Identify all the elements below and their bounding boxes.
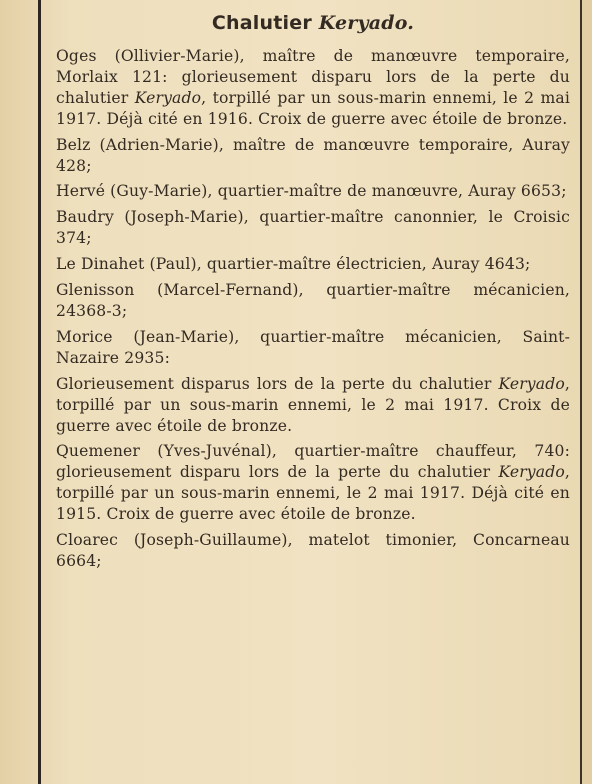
citation-morice: Morice (Jean-Marie), quartier-maître mécanicien, Saint-Nazaire 2935:: [56, 327, 570, 367]
ship-name: Keryado: [134, 88, 202, 107]
ship-name: Keryado: [498, 374, 565, 393]
citation-oges: Oges (Ollivier-Marie), maître de manœuvre temporaire, Morlaix 121: glorieusement disparu lors de la perte du chalutier Keryado, torpillé par un sous-marin ennemi, le 2 mai 1917. Déjà cité en 1916. Croix de guerre avec étoile de bronze.: [56, 47, 570, 128]
citation-belz: Belz (Adrien-Marie), maître de manœuvre temporaire, Auray 428;: [56, 135, 570, 175]
citation-baudry: Baudry (Joseph-Marie), quartier-maître canonnier, le Croisic 374;: [56, 208, 570, 248]
citation-glenisson: Glenisson (Marcel-Fernand), quartier-maître mécanicien, 24368-3;: [56, 281, 570, 320]
section-title-prefix: Chalutier: [211, 12, 319, 34]
text-column: [56, 6, 570, 577]
page-margin-right: [582, 0, 592, 784]
citation-quemener: Quemener (Yves-Juvénal), quartier-maître chauffeur, 740: glorieusement disparu lors de la perte du chalutier Keryado, torpillé par un sous-marin ennemi, le 2 mai 1917. Déjà cité en 1915. Croix de guerre avec étoile de bronze.: [56, 442, 570, 524]
citation-group-summary: Glorieusement disparus lors de la perte du chalutier Keryado, torpillé par un sous-marin ennemi, le 2 mai 1917. Croix de guerre avec étoile de bronze.: [56, 374, 570, 435]
citation-le-dinahet: Le Dinahet (Paul), quartier-maître électricien, Auray 4643;: [56, 255, 531, 274]
ship-name: Keryado: [498, 463, 565, 482]
citation-cloarec: Cloarec (Joseph-Guillaume), matelot timonier, Concarneau 6664;: [56, 531, 570, 570]
column-rule-left: [38, 0, 41, 784]
section-title: [56, 10, 570, 36]
section-title-ship: Keryado.: [318, 12, 415, 34]
citation-herve: Hervé (Guy-Marie), quartier-maître de manœuvre, Auray 6653;: [56, 182, 567, 201]
